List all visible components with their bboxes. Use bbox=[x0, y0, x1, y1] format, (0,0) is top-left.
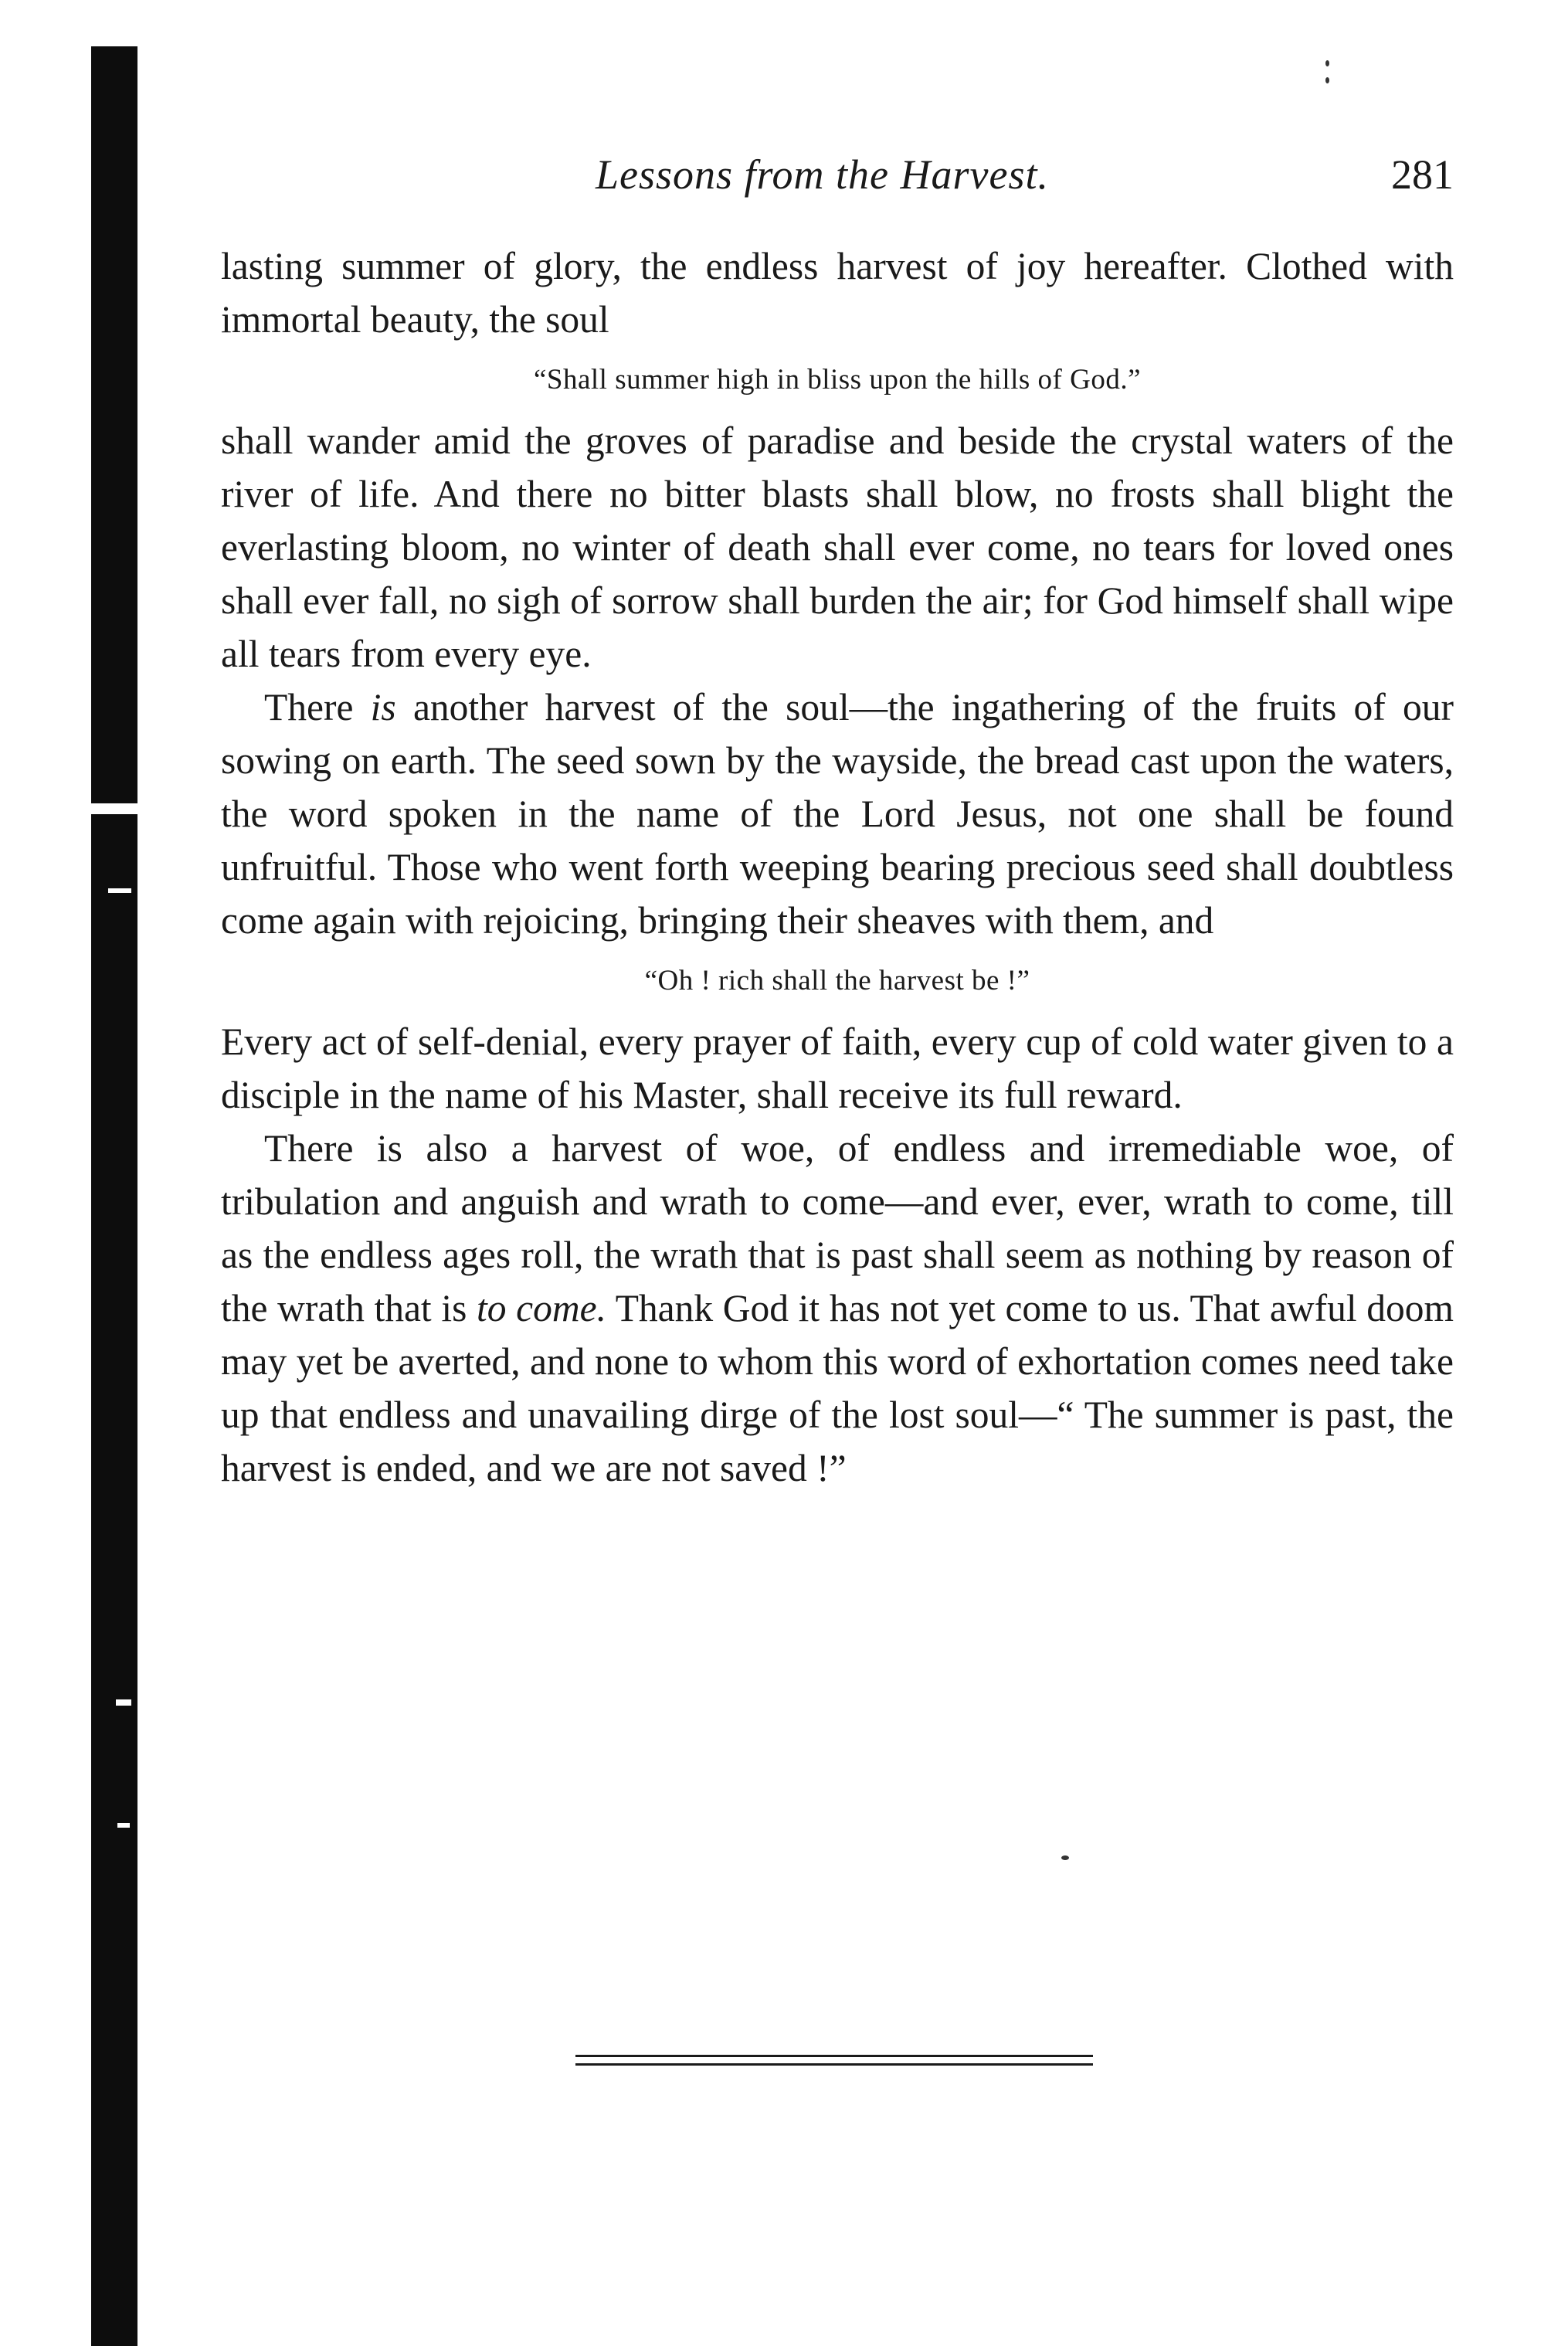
page-header bbox=[221, 151, 1454, 205]
paragraph-5 bbox=[221, 1122, 1454, 1495]
rule-line-bottom bbox=[575, 2063, 1093, 2066]
end-of-chapter-rule bbox=[575, 2055, 1093, 2072]
spine-speck bbox=[117, 1823, 130, 1828]
paragraph-3-start: There bbox=[264, 686, 371, 728]
spine-speck bbox=[108, 888, 131, 893]
stray-mark bbox=[1325, 60, 1329, 66]
paragraph-5-emphasis: to come. bbox=[476, 1287, 606, 1329]
paragraph-4: Every act of self-denial, every prayer of faith, every cup of cold water given to a disciple in the name of his Master, shall receive its full reward. bbox=[221, 1020, 1454, 1116]
spine-speck bbox=[116, 1699, 131, 1706]
stray-mark bbox=[1325, 77, 1329, 83]
rule-line-top bbox=[575, 2055, 1093, 2057]
book-spine-shadow bbox=[91, 46, 137, 2346]
page-body bbox=[221, 239, 1454, 1495]
paragraph-3 bbox=[221, 681, 1454, 947]
paragraph-5-rest: Thank God it has not yet come to us. That awful doom may yet be averted, and none to whom this word of exhortation comes need take up that endless and unavailing dirge of the lost soul—“ The summer is past, the harvest is ended, and we are not saved !” bbox=[221, 1287, 1454, 1489]
spine-speck bbox=[91, 803, 137, 814]
verse-quote-2: “Oh ! rich shall the harvest be !” bbox=[644, 965, 1030, 996]
paragraph-3-rest: another harvest of the soul—the ingathering of the fruits of our sowing on earth. The seed sown by the wayside, the bread cast upon the waters, the word spoken in the name of the Lord Jesus, not one shall be found unfruitful. Those who went forth weeping bearing precious seed shall doubtless come again with rejoicing, bringing their sheaves with them, and bbox=[221, 686, 1454, 942]
paragraph-1: lasting summer of glory, the endless harvest of joy hereafter. Clothed with immortal beauty, the soul bbox=[221, 245, 1454, 341]
verse-quote-1: “Shall summer high in bliss upon the hills of God.” bbox=[533, 364, 1141, 396]
paragraph-3-emphasis: is bbox=[370, 686, 396, 728]
running-title: Lessons from the Harvest. bbox=[596, 151, 1049, 198]
paragraph-2: shall wander amid the groves of paradise and beside the crystal waters of the river of life. And there no bitter blasts shall blow, no frosts shall blight the everlasting bloom, no winter of death shall ever come, no tears for loved ones shall ever fall, no sigh of sorrow shall burden the air; for God himself shall wipe all tears from every eye. bbox=[221, 419, 1454, 675]
stray-mark bbox=[1061, 1855, 1069, 1860]
paragraph-5-start: There is also a harvest of woe, of endless and irremediable woe, of tribulation and anguish and wrath to come—and ever, ever, wrath to come, till as the endless ages roll, the wrath that is past shall seem as nothing by reason of the wrath that is bbox=[221, 1127, 1454, 1329]
page-number: 281 bbox=[1391, 151, 1454, 198]
